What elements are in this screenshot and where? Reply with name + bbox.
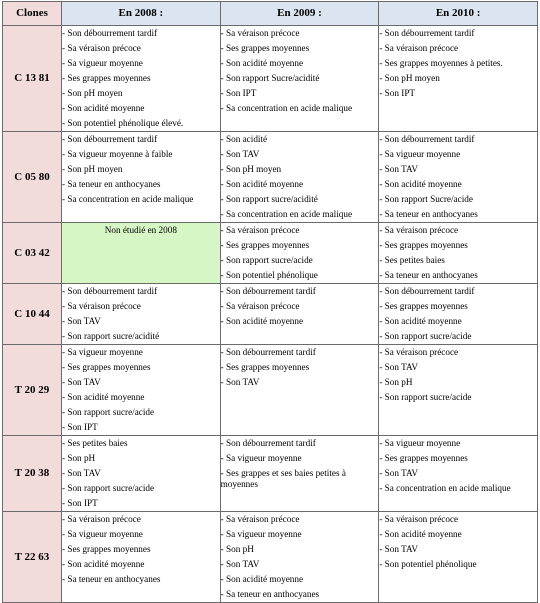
trait-line: - Son acidité moyenne (220, 58, 304, 68)
cell-2010 (379, 345, 538, 436)
trait-line: - Son rapport sucre/acide (379, 331, 472, 341)
trait-line: - Son IPT (379, 88, 416, 98)
trait-line: - Son potentiel phénolique (220, 270, 318, 280)
trait-line: - Son rapport sucre/acide (379, 392, 472, 402)
trait-line: - Son pH (379, 377, 413, 387)
clone-label: C 05 80 (3, 132, 62, 223)
trait-line: - Sa vigueur moyenne (62, 347, 143, 357)
trait-line: - Son pH (62, 453, 96, 463)
trait-line: - Son rapport sucre/acide (220, 255, 313, 265)
trait-line: - Ses grappes moyennes (379, 301, 468, 311)
cell-2010 (379, 26, 538, 132)
trait-line: - Son pH moyen (220, 164, 282, 174)
trait-line: - Sa véraison précoce (220, 225, 300, 235)
trait-line: - Son IPT (62, 422, 98, 432)
trait-line: - Son débourrement tardif (220, 347, 316, 357)
trait-line: - Ses grappes moyennes à petites. (379, 58, 503, 68)
clone-label: T 20 38 (3, 436, 62, 512)
table-row (3, 284, 538, 345)
trait-line: - Ses grappes moyennes (220, 240, 310, 250)
trait-line: - Son rapport sucre/acidité (62, 331, 160, 341)
trait-line: - Ses grappes moyennes (220, 43, 310, 53)
trait-line: - Sa véraison précoce (62, 301, 141, 311)
cell-2009 (220, 223, 379, 284)
trait-line: - Ses grappes moyennes (62, 73, 151, 83)
cell-2010 (379, 223, 538, 284)
trait-line: - Sa vigueur moyenne (220, 529, 302, 539)
trait-line: - Ses grappes et ses baies petites à moyennes (220, 468, 346, 489)
trait-line: - Son TAV (379, 164, 419, 174)
trait-line: - Son TAV (62, 316, 101, 326)
cell-2009 (220, 436, 379, 512)
trait-line: - Sa véraison précoce (62, 43, 141, 53)
trait-line: - Sa vigueur moyenne (62, 529, 143, 539)
trait-line: - Son acidité moyenne (220, 574, 304, 584)
trait-line: - Son acidité moyenne (379, 529, 462, 539)
trait-line: - Son acidité moyenne (62, 103, 145, 113)
trait-line: - Son TAV (62, 377, 101, 387)
trait-line: - Son débourrement tardif (379, 134, 475, 144)
trait-line: - Sa véraison précoce (379, 43, 459, 53)
trait-line: - Sa teneur en anthocyanes (379, 270, 478, 280)
table-row (3, 223, 538, 284)
trait-line: - Sa véraison précoce (379, 347, 459, 357)
table-row (3, 26, 538, 132)
cell-2009 (220, 284, 379, 345)
trait-line: - Son acidité moyenne (62, 392, 145, 402)
cell-2010 (379, 436, 538, 512)
table-row (3, 512, 538, 603)
trait-line: - Son potentiel phénolique élevé. (62, 118, 184, 128)
trait-line: - Son pH moyen (62, 164, 123, 174)
trait-line: - Son acidité (220, 134, 268, 144)
trait-line: - Son rapport sucre/acidité (220, 194, 318, 204)
trait-line: - Son acidité moyenne (220, 316, 304, 326)
trait-line: - Son acidité moyenne (220, 179, 304, 189)
trait-line: - Son débourrement tardif (379, 28, 475, 38)
cell-2009 (220, 132, 379, 223)
trait-line: - Ses petites baies (379, 255, 445, 265)
cell-2010 (379, 512, 538, 603)
trait-line: - Son pH moyen (379, 73, 440, 83)
cell-2009 (220, 512, 379, 603)
trait-line: - Sa véraison précoce (379, 514, 459, 524)
clone-label: T 22 63 (3, 512, 62, 603)
trait-line: - Son débourrement tardif (62, 134, 158, 144)
trait-line: - Son TAV (220, 377, 260, 387)
cell-2009 (220, 26, 379, 132)
trait-line: - Sa teneur en anthocyanes (62, 574, 161, 584)
trait-line: - Son débourrement tardif (379, 286, 475, 296)
cell-2008 (62, 26, 221, 132)
trait-line: - Son rapport sucre/acide (62, 407, 155, 417)
cell-2010 (379, 284, 538, 345)
trait-line: - Sa véraison précoce (379, 225, 459, 235)
trait-line: - Son débourrement tardif (62, 28, 158, 38)
trait-line: - Ses grappes moyennes (379, 453, 468, 463)
trait-line: - Son acidité moyenne (379, 316, 462, 326)
clone-label: C 03 42 (3, 223, 62, 284)
trait-line: - Son TAV (379, 468, 419, 478)
trait-line: - Sa vigueur moyenne (220, 453, 302, 463)
trait-line: - Son potentiel phénolique (379, 559, 477, 569)
clone-label: T 20 29 (3, 345, 62, 436)
trait-line: - Ses grappes moyennes (220, 362, 310, 372)
trait-line: - Ses grappes moyennes (62, 544, 151, 554)
not-studied-note: Non étudié en 2008 (62, 223, 221, 284)
trait-line: - Sa teneur en anthocyanes (62, 179, 161, 189)
table-row (3, 436, 538, 512)
trait-line: - Sa vigueur moyenne à faible (62, 149, 173, 159)
trait-line: - Sa teneur en anthocyanes (220, 589, 320, 599)
header-clones: Clones (3, 2, 62, 26)
trait-line: - Sa véraison précoce (62, 514, 141, 524)
header-2008: En 2008 : (62, 2, 221, 26)
table-header (3, 2, 538, 26)
trait-line: - Son TAV (379, 544, 419, 554)
trait-line: - Son TAV (220, 559, 260, 569)
trait-line: - Sa teneur en anthocyanes (379, 209, 478, 219)
cell-2008 (62, 512, 221, 603)
trait-line: - Son rapport Sucre/acidité (220, 73, 320, 83)
cell-2010 (379, 132, 538, 223)
trait-line: - Son débourrement tardif (220, 286, 316, 296)
trait-line: - Ses grappes moyennes (62, 362, 151, 372)
clone-comparison-table (2, 1, 538, 603)
table-body (3, 26, 538, 603)
trait-line: - Son IPT (62, 498, 98, 508)
clone-label: C 10 44 (3, 284, 62, 345)
trait-line: - Sa concentration en acide malique (62, 194, 194, 204)
cell-2008 (62, 132, 221, 223)
cell-2008 (62, 436, 221, 512)
trait-line: - Ses petites baies (62, 438, 128, 448)
header-row (3, 2, 538, 26)
table-row (3, 132, 538, 223)
clone-label: C 13 81 (3, 26, 62, 132)
cell-2009 (220, 345, 379, 436)
trait-line: - Sa véraison précoce (220, 514, 300, 524)
trait-line: - Son TAV (220, 149, 260, 159)
trait-line: - Son TAV (379, 362, 419, 372)
trait-line: - Sa concentration en acide malique (220, 103, 353, 113)
trait-line: - Son rapport Sucre/acide (379, 194, 473, 204)
trait-line: - Sa concentration en acide malique (220, 209, 353, 219)
trait-line: - Sa vigueur moyenne (62, 58, 143, 68)
header-2010: En 2010 : (379, 2, 538, 26)
trait-line: - Ses grappes moyennes (379, 240, 468, 250)
trait-line: - Son IPT (220, 88, 257, 98)
cell-2008 (62, 345, 221, 436)
cell-2008 (62, 284, 221, 345)
trait-line: - Son TAV (62, 468, 101, 478)
trait-line: - Son rapport sucre/acide (62, 483, 155, 493)
trait-line: - Son acidité moyenne (379, 179, 462, 189)
trait-line: - Sa vigueur moyenne (379, 149, 461, 159)
trait-line: - Son débourrement tardif (62, 286, 158, 296)
trait-line: - Sa concentration en acide malique (379, 483, 511, 493)
trait-line: - Son pH (220, 544, 254, 554)
trait-line: - Sa véraison précoce (220, 28, 300, 38)
trait-line: - Son pH moyen (62, 88, 123, 98)
header-2009: En 2009 : (220, 2, 379, 26)
table-row (3, 345, 538, 436)
trait-line: - Son débourrement tardif (220, 438, 316, 448)
trait-line: - Sa véraison précoce (220, 301, 300, 311)
trait-line: - Son acidité moyenne (62, 559, 145, 569)
trait-line: - Sa vigueur moyenne (379, 438, 461, 448)
